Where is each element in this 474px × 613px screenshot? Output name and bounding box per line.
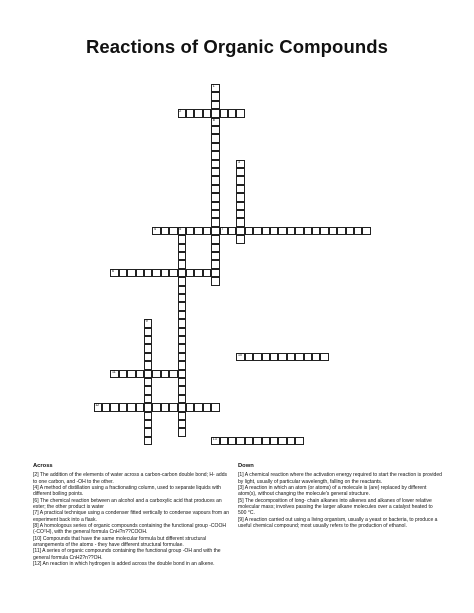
grid-cell[interactable]	[152, 269, 160, 277]
grid-cell[interactable]	[253, 227, 261, 235]
grid-cell[interactable]	[178, 428, 186, 436]
down-heading: Down	[238, 463, 254, 469]
grid-cell[interactable]	[102, 403, 110, 411]
grid-cell[interactable]	[304, 227, 312, 235]
grid-cell[interactable]	[211, 126, 219, 134]
grid-cell[interactable]	[320, 353, 328, 361]
grid-cell[interactable]	[161, 370, 169, 378]
grid-cell[interactable]	[203, 227, 211, 235]
grid-cell[interactable]	[211, 134, 219, 142]
grid-cell[interactable]	[178, 302, 186, 310]
grid-cell[interactable]	[211, 403, 219, 411]
grid-cell[interactable]	[178, 252, 186, 260]
grid-cell[interactable]	[169, 403, 177, 411]
grid-cell[interactable]	[211, 143, 219, 151]
grid-cell[interactable]	[253, 353, 261, 361]
grid-cell[interactable]	[270, 437, 278, 445]
grid-cell[interactable]	[178, 420, 186, 428]
grid-cell[interactable]	[236, 235, 244, 243]
grid-cell[interactable]	[287, 437, 295, 445]
grid-cell[interactable]	[136, 269, 144, 277]
clue-number: 5	[179, 227, 182, 232]
grid-cell[interactable]	[270, 227, 278, 235]
grid-cell[interactable]	[236, 185, 244, 193]
grid-cell[interactable]	[211, 218, 219, 226]
down-clues	[238, 463, 442, 529]
grid-cell[interactable]	[287, 227, 295, 235]
grid-cell[interactable]	[236, 176, 244, 184]
grid-cell[interactable]	[144, 386, 152, 394]
down-clue: [1] A chemical reaction where the activation energy required to start the reaction is provided by light, usually of particular wavelength, falling on the reactants.	[238, 472, 442, 485]
grid-cell[interactable]	[178, 244, 186, 252]
grid-cell[interactable]	[228, 227, 236, 235]
grid-cell[interactable]	[211, 176, 219, 184]
grid-cell[interactable]	[220, 437, 228, 445]
grid-cell[interactable]	[211, 160, 219, 168]
grid-cell[interactable]	[186, 227, 194, 235]
down-clue: [9] A reaction carried out using a living organism, usually a yeast or bacteria, to produce a useful chemical compound; most usually refers to the production of ethanol.	[238, 516, 438, 530]
clue-number: 9	[145, 319, 148, 324]
grid-cell[interactable]	[228, 437, 236, 445]
clue-number: 13	[212, 437, 217, 442]
grid-cell[interactable]	[178, 286, 186, 294]
grid-cell[interactable]	[211, 260, 219, 268]
grid-cell[interactable]	[262, 437, 270, 445]
grid-cell[interactable]	[211, 269, 219, 277]
grid-cell[interactable]	[178, 353, 186, 361]
grid-cell[interactable]	[178, 412, 186, 420]
grid-cell[interactable]	[236, 437, 244, 445]
grid-cell[interactable]	[228, 109, 236, 117]
grid-cell[interactable]	[278, 437, 286, 445]
grid-cell[interactable]	[178, 294, 186, 302]
grid-cell[interactable]	[178, 277, 186, 285]
grid-cell[interactable]	[262, 227, 270, 235]
clue-number: 3	[237, 159, 240, 164]
grid-cell[interactable]	[236, 193, 244, 201]
grid-cell[interactable]	[295, 227, 303, 235]
grid-cell[interactable]	[144, 328, 152, 336]
grid-cell[interactable]	[119, 269, 127, 277]
grid-cell[interactable]	[211, 227, 219, 235]
clue-number: 8	[212, 117, 215, 122]
grid-cell[interactable]	[211, 92, 219, 100]
grid-cell[interactable]	[245, 437, 253, 445]
grid-cell[interactable]	[178, 109, 186, 117]
grid-cell[interactable]	[94, 403, 102, 411]
grid-cell[interactable]	[169, 370, 177, 378]
grid-cell[interactable]	[220, 227, 228, 235]
grid-cell[interactable]	[186, 403, 194, 411]
grid-cell[interactable]	[211, 244, 219, 252]
grid-cell[interactable]	[211, 202, 219, 210]
grid-cell[interactable]	[152, 227, 160, 235]
grid-cell[interactable]	[211, 151, 219, 159]
grid-cell[interactable]	[178, 403, 186, 411]
grid-cell[interactable]	[236, 160, 244, 168]
grid-cell[interactable]	[236, 168, 244, 176]
grid-cell[interactable]	[304, 353, 312, 361]
grid-cell[interactable]	[178, 336, 186, 344]
grid-cell[interactable]	[178, 227, 186, 235]
grid-cell[interactable]	[211, 168, 219, 176]
grid-cell[interactable]	[329, 227, 337, 235]
clue-number: 12	[95, 403, 100, 408]
grid-cell[interactable]	[161, 227, 169, 235]
grid-cell[interactable]	[211, 277, 219, 285]
grid-cell[interactable]	[144, 269, 152, 277]
grid-cell[interactable]	[194, 403, 202, 411]
grid-cell[interactable]	[110, 403, 118, 411]
grid-cell[interactable]	[295, 437, 303, 445]
grid-cell[interactable]	[287, 353, 295, 361]
grid-cell[interactable]	[211, 252, 219, 260]
grid-cell[interactable]	[346, 227, 354, 235]
grid-cell[interactable]	[169, 269, 177, 277]
grid-cell[interactable]	[194, 269, 202, 277]
grid-cell[interactable]	[186, 109, 194, 117]
grid-cell[interactable]	[236, 227, 244, 235]
grid-cell[interactable]	[178, 344, 186, 352]
grid-cell[interactable]	[127, 403, 135, 411]
grid-cell[interactable]	[270, 353, 278, 361]
grid-cell[interactable]	[144, 344, 152, 352]
grid-cell[interactable]	[178, 378, 186, 386]
grid-cell[interactable]	[320, 227, 328, 235]
grid-cell[interactable]	[152, 370, 160, 378]
grid-cell[interactable]	[203, 109, 211, 117]
grid-cell[interactable]	[178, 269, 186, 277]
grid-cell[interactable]	[236, 218, 244, 226]
grid-cell[interactable]	[169, 227, 177, 235]
grid-cell[interactable]	[144, 420, 152, 428]
across-clue: [12] An reaction in which hydrogen is added across the double bond in an alkene.	[33, 561, 215, 568]
grid-cell[interactable]	[144, 428, 152, 436]
across-clue: [7] A practical technique using a condenser fitted vertically to condense vapours from an experiment back into a flask.	[33, 510, 230, 523]
grid-cell[interactable]	[194, 109, 202, 117]
grid-cell[interactable]	[295, 353, 303, 361]
grid-cell[interactable]	[337, 227, 345, 235]
grid-cell[interactable]	[312, 227, 320, 235]
grid-cell[interactable]	[178, 395, 186, 403]
grid-cell[interactable]	[354, 227, 362, 235]
down-clue: [5] The decomposition of long- chain alkanes into alkenes and alkanes of lower relative molecular mass; involves passing the larger alkane molecules over a catalyst heated to 500 °C.	[238, 497, 433, 517]
grid-cell[interactable]	[211, 84, 219, 92]
grid-cell[interactable]	[178, 319, 186, 327]
grid-cell[interactable]	[220, 109, 228, 117]
grid-cell[interactable]	[144, 370, 152, 378]
clue-number: 4	[153, 227, 156, 232]
grid-cell[interactable]	[144, 378, 152, 386]
grid-cell[interactable]	[211, 185, 219, 193]
grid-cell[interactable]	[144, 403, 152, 411]
grid-cell[interactable]	[262, 353, 270, 361]
across-clue: [6] The chemical reaction between an alcohol and a carboxylic acid that produces an ester; the other product is water	[33, 497, 222, 511]
grid-cell[interactable]	[211, 118, 219, 126]
grid-cell[interactable]	[186, 269, 194, 277]
grid-cell[interactable]	[136, 403, 144, 411]
grid-cell[interactable]	[178, 260, 186, 268]
grid-cell[interactable]	[211, 109, 219, 117]
grid-cell[interactable]	[152, 403, 160, 411]
grid-cell[interactable]	[144, 361, 152, 369]
grid-cell[interactable]	[136, 370, 144, 378]
grid-cell[interactable]	[161, 403, 169, 411]
across-clue: [4] A method of distillation using a fractionating column, used to separate liquids with different boiling points.	[33, 485, 221, 498]
clue-number: 10	[237, 353, 242, 358]
grid-cell[interactable]	[211, 235, 219, 243]
grid-cell[interactable]	[245, 353, 253, 361]
grid-cell[interactable]	[178, 361, 186, 369]
grid-cell[interactable]	[144, 319, 152, 327]
clue-number: 2	[179, 109, 182, 114]
grid-cell[interactable]	[178, 370, 186, 378]
grid-cell[interactable]	[178, 311, 186, 319]
grid-cell[interactable]	[178, 328, 186, 336]
across-heading: Across	[33, 463, 53, 469]
grid-cell[interactable]	[144, 395, 152, 403]
down-clue: [3] A reaction in which an atom (or atoms) of a molecule is (are) replaced by different atom(s), without changing the molecule's general structure.	[238, 485, 427, 498]
clue-number: 6	[111, 269, 114, 274]
grid-cell[interactable]	[119, 370, 127, 378]
grid-cell[interactable]	[161, 269, 169, 277]
grid-cell[interactable]	[119, 403, 127, 411]
grid-cell[interactable]	[203, 403, 211, 411]
grid-cell[interactable]	[236, 109, 244, 117]
across-clues	[33, 463, 230, 568]
across-clue: [8] A homologous series of organic compounds containing the functional group -COOH (-COᵀH), with the general formula CnH?n??COOH.	[33, 523, 227, 536]
puzzle-title: Reactions of Organic Compounds	[85, 36, 389, 57]
grid-cell[interactable]	[110, 269, 118, 277]
clue-number: 7	[221, 227, 224, 232]
across-clue: [10] Compounds that have the same molecular formula but different structural arrangements of the atoms - they have different structural formulae.	[33, 535, 206, 549]
grid-cell[interactable]	[127, 370, 135, 378]
grid-cell[interactable]	[211, 437, 219, 445]
grid-cell[interactable]	[362, 227, 370, 235]
grid-cell[interactable]	[253, 437, 261, 445]
across-clue: [2] The addition of the elements of water across a carbon-carbon double bond; H- adds to one carbon, and -OH to the other.	[33, 472, 228, 485]
clue-number: 11	[111, 369, 116, 374]
grid-cell[interactable]	[211, 101, 219, 109]
grid-cell[interactable]	[144, 412, 152, 420]
grid-cell[interactable]	[236, 353, 244, 361]
grid-cell[interactable]	[110, 370, 118, 378]
grid-cell[interactable]	[127, 269, 135, 277]
grid-cell[interactable]	[178, 235, 186, 243]
grid-cell[interactable]	[312, 353, 320, 361]
grid-cell[interactable]	[203, 269, 211, 277]
grid-cell[interactable]	[236, 202, 244, 210]
grid-cell[interactable]	[144, 353, 152, 361]
grid-cell[interactable]	[144, 336, 152, 344]
grid-cell[interactable]	[278, 353, 286, 361]
across-clue: [11] A series of organic compounds containing the functional group -OH and with the general formula CnH2?n??OH.	[33, 548, 221, 561]
clue-number: 1	[212, 84, 215, 89]
grid-cell[interactable]	[236, 210, 244, 218]
grid-cell[interactable]	[178, 386, 186, 394]
grid-cell[interactable]	[211, 193, 219, 201]
grid-cell[interactable]	[194, 227, 202, 235]
grid-cell[interactable]	[245, 227, 253, 235]
grid-cell[interactable]	[144, 437, 152, 445]
grid-cell[interactable]	[278, 227, 286, 235]
grid-cell[interactable]	[211, 210, 219, 218]
